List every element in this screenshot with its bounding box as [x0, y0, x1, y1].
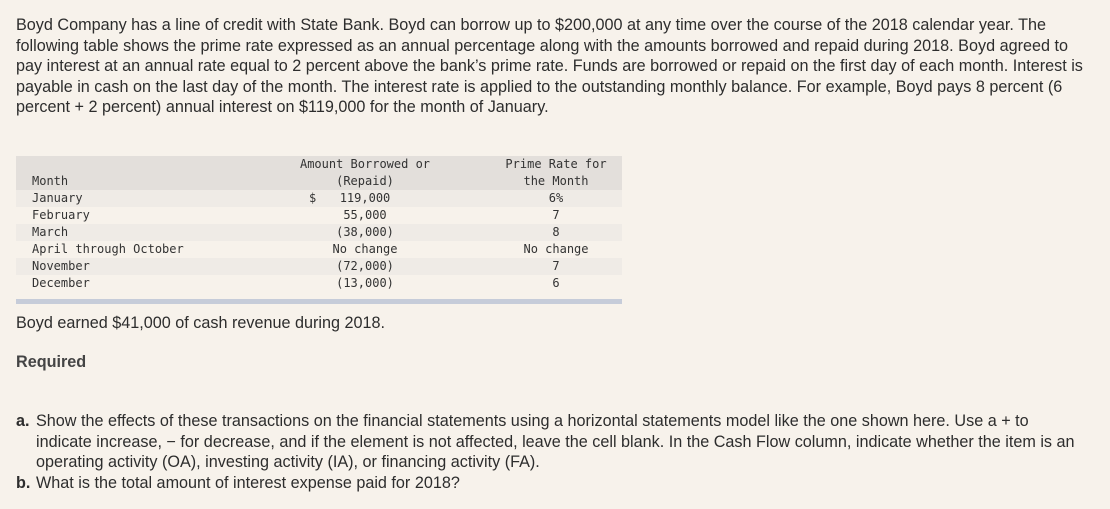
table-row — [16, 241, 622, 258]
problem-intro: Boyd Company has a line of credit with State Bank. Boyd can borrow up to $200,000 at any time over the course of the 2018 calendar year. The following table shows the prime rate expressed as an annual percentage along with the amounts borrowed and repaid during 2018. Boyd agreed to pay interest at an annual rate equal to 2 percent above the bank’s prime rate. Funds are borrowed or repaid on the first day of each month. Interest is payable in cash on the last day of the month. The interest rate is applied to the outstanding monthly balance. For example, Boyd pays 8 percent (6 percent + 2 percent) annual interest on $119,000 for the month of January. — [16, 16, 1083, 116]
table-header — [16, 156, 622, 190]
row-month: February — [32, 208, 90, 222]
row-rate: 7 — [552, 208, 560, 222]
row-amount: 119,000 — [339, 191, 391, 205]
table-row — [16, 224, 622, 241]
row-rate: No change — [523, 242, 589, 256]
row-amount: (38,000) — [336, 225, 394, 239]
question-text: Show the effects of these transactions on the financial statements using a horizontal statements model like the one shown here. Use a + to indicate increase, − for decrease, and if the element is not affected, leave the cell blank. In the Cash Flow column, indicate whether the item is an operating activity (OA), investing activity (IA), or financing activity (FA). — [36, 412, 1075, 471]
question-a — [16, 411, 1086, 473]
table-row — [16, 190, 622, 207]
row-month: December — [32, 276, 90, 290]
row-month: April through October — [32, 242, 184, 256]
row-rate: 7 — [552, 259, 560, 273]
question-text: What is the total amount of interest expense paid for 2018? — [36, 473, 460, 492]
row-month: March — [32, 225, 69, 239]
row-rate: 6 — [552, 276, 560, 290]
question-list — [16, 411, 1086, 493]
header-month: Month — [32, 174, 69, 188]
question-b — [16, 473, 1086, 494]
question-label: a. — [16, 412, 30, 430]
row-month: November — [32, 259, 90, 273]
header-rate-line1: Prime Rate for — [505, 157, 607, 171]
cash-revenue-note: Boyd earned $41,000 of cash revenue during 2018. — [16, 314, 385, 332]
header-rate-line2: the Month — [523, 174, 589, 188]
row-rate: 6% — [548, 191, 564, 205]
table-row — [16, 275, 622, 292]
row-amount: 55,000 — [343, 208, 387, 222]
row-amount: (72,000) — [336, 259, 394, 273]
table-bottom-rule — [16, 299, 622, 304]
table-row — [16, 207, 622, 224]
header-amount-line2: (Repaid) — [336, 174, 394, 188]
question-label: b. — [16, 473, 31, 492]
table-row — [16, 258, 622, 275]
row-amount: No change — [332, 242, 398, 256]
line-of-credit-table — [16, 156, 622, 292]
row-rate: 8 — [552, 225, 560, 239]
row-amount: (13,000) — [336, 276, 394, 290]
currency-symbol: $ — [309, 191, 317, 205]
header-amount-line1: Amount Borrowed or — [299, 157, 431, 171]
row-month: January — [32, 191, 83, 205]
required-heading: Required — [16, 353, 87, 371]
